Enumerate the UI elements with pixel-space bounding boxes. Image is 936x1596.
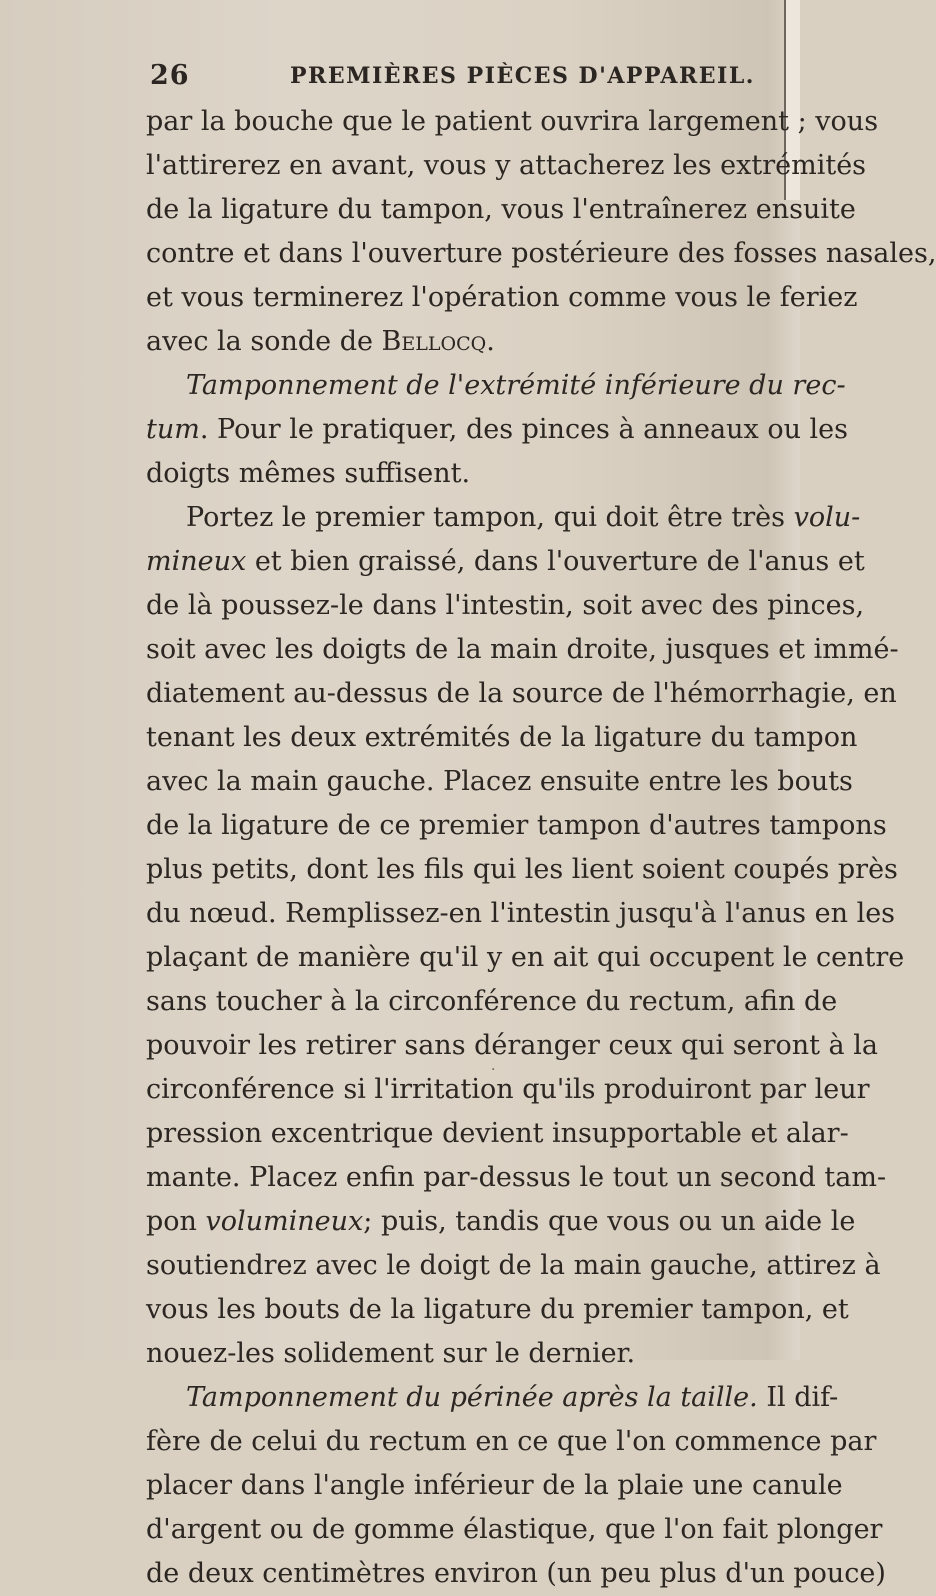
text-line [146, 232, 936, 276]
text-segment: l'attirerez en avant, vous y attacherez les extrémités [146, 150, 867, 181]
text-line [146, 1288, 849, 1332]
text-line [146, 144, 867, 188]
text-segment: de deux centimètres environ (un peu plus d'un pouce) [146, 1558, 886, 1589]
text-line [146, 1200, 856, 1244]
text-line [146, 452, 764, 496]
text-segment: Tamponnement de l'extrémité inférieure du rec- [186, 370, 846, 401]
page-number: 26 [150, 60, 190, 91]
text-segment: Portez le premier tampon, qui doit être très [186, 502, 794, 533]
text-segment: circonférence si l'irritation qu'ils produiront par leur [146, 1074, 870, 1105]
text-segment: tenant les deux extrémités de la ligature du tampon [146, 722, 858, 753]
text-line [146, 540, 865, 584]
text-segment: d'argent ou de gomme élastique, que l'on fait plonger [146, 1514, 883, 1545]
text-segment: nouez-les solidement sur le dernier. [146, 1338, 636, 1369]
text-line [146, 980, 838, 1024]
text-segment: plus petits, dont les fils qui les lient soient coupés près [146, 854, 898, 885]
text-segment: volu- [793, 502, 861, 533]
text-line [146, 1068, 870, 1112]
text-line [146, 496, 861, 540]
text-segment: plaçant de manière qu'il y en ait qui occupent le centre [146, 942, 905, 973]
text-segment: sans toucher à la circonférence du rectum, afin de [146, 986, 838, 1017]
text-segment: Tamponnement du périnée après la taille. [186, 1382, 758, 1413]
text-segment: placer dans l'angle inférieur de la plaie une canule [146, 1470, 843, 1501]
text-line [146, 1376, 839, 1420]
text-line [146, 1024, 878, 1068]
ink-mark: · [491, 1062, 496, 1078]
text-segment: Bellocq [381, 326, 487, 357]
text-line [146, 276, 858, 320]
text-line [146, 364, 846, 408]
text-line [146, 1112, 849, 1156]
text-segment: pouvoir les retirer sans déranger ceux qui seront à la [146, 1030, 878, 1061]
text-segment: soutiendrez avec le doigt de la main gauche, attirez à [146, 1250, 881, 1281]
text-segment: de la ligature de ce premier tampon d'autres tampons [146, 810, 887, 841]
text-line [146, 628, 899, 672]
text-segment: pression excentrique devient insupportable et alar- [146, 1118, 849, 1149]
text-segment: volumineux [205, 1206, 364, 1237]
text-segment: mineux [146, 546, 247, 577]
text-line [146, 100, 879, 144]
text-line [146, 188, 856, 232]
running-head [150, 60, 760, 100]
text-segment: . [486, 326, 495, 357]
text-segment: par la bouche que le patient ouvrira largement ; vous [146, 106, 879, 137]
text-segment: mante. Placez enfin par-dessus le tout un second tam- [146, 1162, 887, 1193]
text-line [146, 1244, 881, 1288]
text-line [146, 408, 849, 452]
text-segment: avec la sonde de [146, 326, 382, 357]
text-line [146, 892, 896, 936]
text-line [146, 1464, 843, 1508]
text-segment: fère de celui du rectum en ce que l'on commence par [146, 1426, 877, 1457]
text-line [146, 1508, 883, 1552]
text-line [146, 584, 865, 628]
text-line [146, 1420, 877, 1464]
text-line [146, 716, 858, 760]
text-segment: et vous terminerez l'opération comme vous le feriez [146, 282, 858, 313]
text-segment: pon [146, 1206, 206, 1237]
text-line [146, 936, 905, 980]
body-text [146, 100, 936, 1596]
text-segment: soit avec les doigts de la main droite, jusques et immé- [146, 634, 899, 665]
text-segment: et bien graissé, dans l'ouverture de l'anus et [246, 546, 865, 577]
text-segment: diatement au-dessus de la source de l'hémorrhagie, en [146, 678, 897, 709]
text-line [146, 760, 853, 804]
text-segment: doigts mêmes suffisent. [146, 458, 471, 489]
text-line [146, 672, 897, 716]
text-line [146, 1156, 887, 1200]
text-segment: . Pour le pratiquer, des pinces à anneaux ou les [199, 414, 849, 445]
text-segment: de là poussez-le dans l'intestin, soit avec des pinces, [146, 590, 865, 621]
text-segment: du nœud. Remplissez-en l'intestin jusqu'à l'anus en les [146, 898, 896, 929]
text-segment: tum [146, 414, 200, 445]
text-segment: ; puis, tandis que vous ou un aide le [363, 1206, 856, 1237]
text-line [146, 804, 887, 848]
text-segment: Il dif- [757, 1382, 839, 1413]
text-line [146, 1552, 886, 1596]
text-segment: vous les bouts de la ligature du premier tampon, et [146, 1294, 849, 1325]
text-segment: avec la main gauche. Placez ensuite entre les bouts [146, 766, 853, 797]
text-segment: contre et dans l'ouverture postérieure des fosses nasales, [146, 238, 936, 269]
running-title: PREMIÈRES PIÈCES D'APPAREIL. [290, 63, 755, 89]
text-line [146, 1332, 764, 1376]
text-segment: de la ligature du tampon, vous l'entraînerez ensuite [146, 194, 856, 225]
text-line [146, 320, 764, 364]
text-line [146, 848, 898, 892]
